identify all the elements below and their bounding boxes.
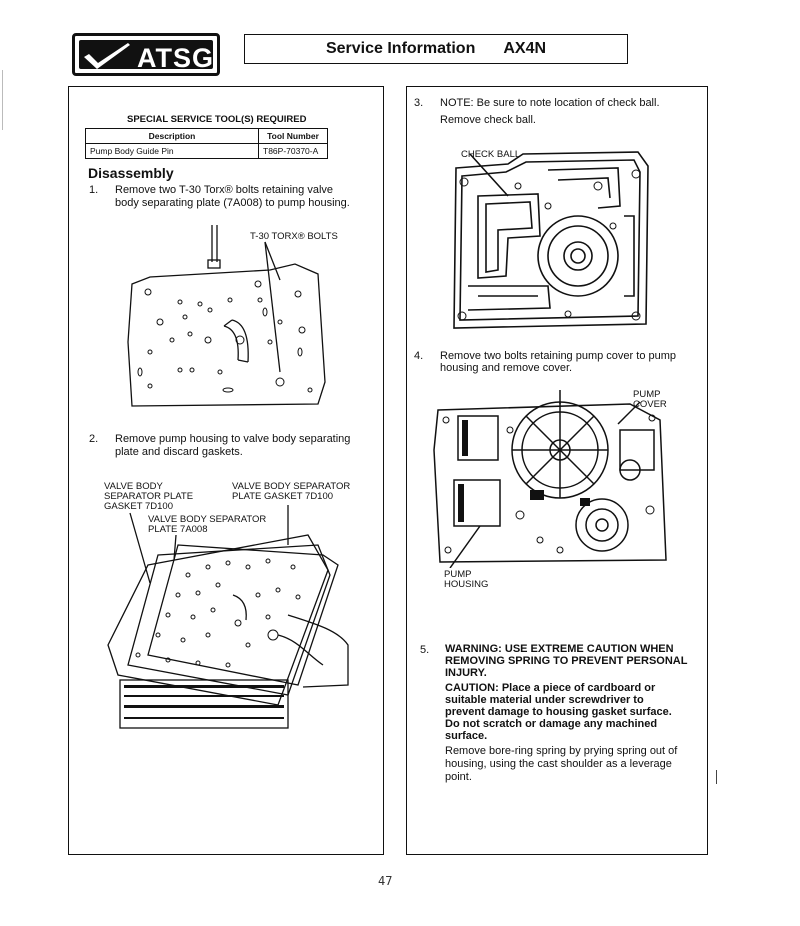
scan-edge <box>2 70 3 130</box>
step-4-line-2: housing and remove cover. <box>440 362 573 374</box>
table-cell-description: Pump Body Guide Pin <box>86 144 259 159</box>
warning-line-3: INJURY. <box>445 667 487 679</box>
page-number: 47 <box>378 874 393 888</box>
fig2-label-plate-gasket-line-2: PLATE GASKET 7D100 <box>232 491 334 502</box>
caution-line-1: CAUTION: Place a piece of cardboard or <box>445 682 656 694</box>
table-cell-tool-number: T86P-70370-A <box>259 144 328 159</box>
fig3-label-check-ball: CHECK BALL <box>461 149 521 160</box>
separator-plates-figure <box>98 505 360 737</box>
step-1-line-2: body separating plate (7A008) to pump housing. <box>115 197 350 209</box>
title-box <box>244 34 628 64</box>
fig2-label-plate-line-1: VALVE BODY SEPARATOR <box>148 514 267 525</box>
fig2-label-plate-gasket-line-1: VALVE BODY SEPARATOR <box>232 481 351 492</box>
body-line-2: housing, using the cast shoulder as a leverage <box>445 758 672 770</box>
fig4-label-cover-line-2: COVER <box>633 399 667 410</box>
tools-table <box>85 128 328 159</box>
separating-plate-figure <box>120 222 332 414</box>
fig2-label-gasket-line-1: VALVE BODY <box>104 481 163 492</box>
body-line-3: point. <box>445 771 472 783</box>
table-row <box>86 144 328 159</box>
pump-cover-figure <box>430 390 670 568</box>
fig2-label-gasket-line-3: GASKET 7D100 <box>104 501 174 512</box>
fig4-label-housing-line-1: PUMP <box>444 569 472 580</box>
caution-line-3: prevent damage to housing gasket surface. <box>445 706 672 718</box>
step-4-line-1: Remove two bolts retaining pump cover to pump <box>440 350 677 362</box>
step-1-number: 1. <box>89 184 99 196</box>
fig4-label-cover-line-1: PUMP <box>633 389 661 400</box>
body-line-1: Remove bore-ring spring by prying spring out of <box>445 745 678 757</box>
page-title: Service Information <box>325 40 476 57</box>
fig2-label-gasket-line-2: SEPARATOR PLATE <box>104 491 194 502</box>
logo-text: ATSG <box>137 43 214 73</box>
pump-housing-passages-figure <box>448 146 654 336</box>
atsg-logo <box>72 33 220 76</box>
step-3-line-1: NOTE: Be sure to note location of check ball. <box>440 97 660 109</box>
step-2-line-1: Remove pump housing to valve body separating <box>115 433 351 445</box>
section-heading: Disassembly <box>88 165 174 181</box>
step-2-line-2: plate and discard gaskets. <box>115 446 243 458</box>
table-header-description: Description <box>86 129 259 144</box>
margin-mark <box>716 770 717 784</box>
checkmark-icon <box>81 41 133 74</box>
tools-heading: SPECIAL SERVICE TOOL(S) REQUIRED <box>127 114 307 125</box>
step-4-number: 4. <box>414 350 424 362</box>
warning-line-1: WARNING: USE EXTREME CAUTION WHEN <box>445 643 674 655</box>
step-5-number: 5. <box>420 644 430 656</box>
step-1-line-1: Remove two T-30 Torx® bolts retaining valve <box>115 184 334 196</box>
warning-line-2: REMOVING SPRING TO PREVENT PERSONAL <box>445 655 688 667</box>
fig1-label-torx-bolts: T-30 TORX® BOLTS <box>250 231 338 242</box>
table-header-tool-number: Tool Number <box>259 129 328 144</box>
step-3-number: 3. <box>414 97 424 109</box>
fig4-label-housing-line-2: HOUSING <box>444 579 489 590</box>
fig2-label-plate-line-2: PLATE 7A008 <box>148 524 208 535</box>
step-2-number: 2. <box>89 433 99 445</box>
caution-line-2: suitable material under screwdriver to <box>445 694 644 706</box>
caution-line-4: Do not scratch or damage any machined <box>445 718 658 730</box>
caution-line-5: surface. <box>445 730 488 742</box>
step-3-line-2: Remove check ball. <box>440 114 536 126</box>
model-name: AX4N <box>503 40 547 57</box>
